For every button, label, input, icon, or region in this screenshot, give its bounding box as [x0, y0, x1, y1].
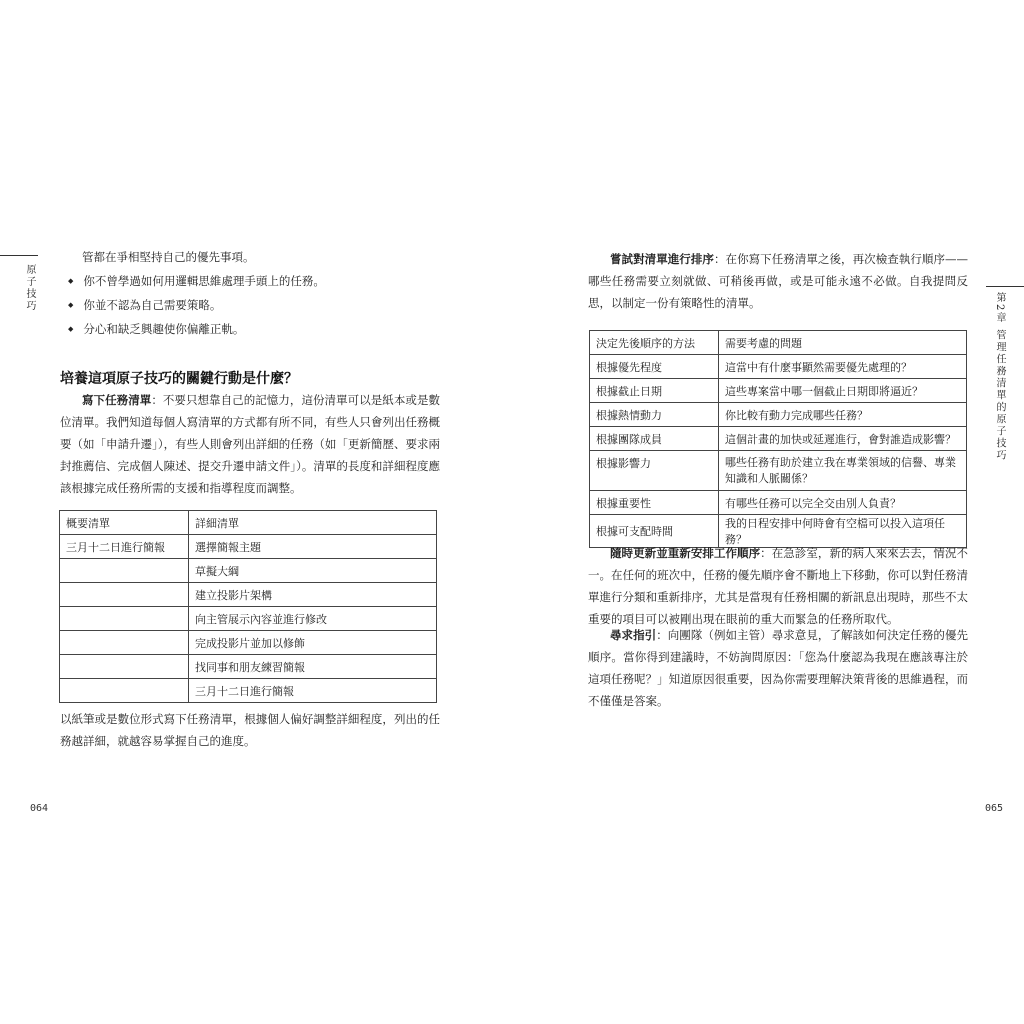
paragraph-text: ：在急診室，新的病人來來去去，情況不一。在任何的班次中，任務的優先順序會不斷地上下移動，你可以對任務清單進行分類和重新排序，尤其是當現有任務相關的新訊息出現時，那些不太重要的項目可以被剛出現在眼前的重大而緊急的任務所取代。: [588, 546, 969, 626]
bold-lead: 尋求指引: [610, 628, 657, 642]
table-row: [590, 355, 967, 379]
right-paragraph-1: [588, 248, 968, 314]
table-cell: 我的日程安排中何時會有空檔可以投入這項任務？: [719, 515, 967, 548]
right-side-rule: [986, 286, 1024, 287]
bullet-item: ◆ 分心和缺乏興趣使你偏離正軌。: [68, 318, 448, 342]
table-cell: [60, 655, 189, 679]
right-paragraph-3: [588, 624, 968, 712]
left-paragraph-2: 以紙筆或是數位形式寫下任務清單，根據個人偏好調整詳細程度，列出的任務越詳細，就越容易掌握自己的進度。: [60, 712, 440, 748]
table-header: 詳細清單: [189, 511, 437, 535]
table-row: [590, 451, 967, 491]
page-number-left: 064: [30, 803, 49, 814]
right-paragraph-2: [588, 542, 968, 630]
table-header: 需要考慮的問題: [719, 331, 967, 355]
table-row: [60, 535, 437, 559]
table-row: [590, 379, 967, 403]
right-side-label: 第2章 管理任務清單的原子技巧: [994, 292, 1005, 462]
table-cell: 找同事和朋友練習簡報: [189, 655, 437, 679]
table-cell: 這當中有什麼事顯然需要優先處理的？: [719, 355, 967, 379]
table-cell: 哪些任務有助於建立我在專業領域的信譽、專業知識和人脈關係？: [719, 451, 967, 491]
table-row: [590, 403, 967, 427]
table-cell: 向主管展示內容並進行修改: [189, 607, 437, 631]
paragraph-text: ：在你寫下任務清單之後，再次檢查執行順序——哪些任務需要立刻就做、可稍後再做，或是可能永遠不必做。自我提問反思，以制定一份有策略性的清單。: [588, 252, 969, 310]
section-heading: 培養這項原子技巧的關鍵行動是什麼？: [60, 371, 298, 387]
table-cell: 完成投影片並加以修飾: [189, 631, 437, 655]
table-cell: 建立投影片架構: [189, 583, 437, 607]
bold-lead: 嘗試對清單進行排序: [610, 252, 714, 266]
table-row: [60, 583, 437, 607]
bullet-intro: 管都在爭相堅持自己的優先事項。: [82, 250, 255, 264]
table-cell: 根據可支配時間: [590, 515, 719, 548]
table-cell: 有哪些任務可以完全交由別人負責？: [719, 491, 967, 515]
table-cell: 選擇簡報主題: [189, 535, 437, 559]
priority-methods-table: [589, 330, 967, 548]
table-row: [60, 559, 437, 583]
table-cell: 草擬大綱: [189, 559, 437, 583]
table-cell: 根據影響力: [590, 451, 719, 491]
table-cell: 三月十二日進行簡報: [189, 679, 437, 703]
left-paragraph-1: [60, 389, 440, 499]
table-cell: 根據團隊成員: [590, 427, 719, 451]
left-side-rule: [0, 255, 38, 256]
bullet-list: [68, 270, 448, 342]
table-cell: 三月十二日進行簡報: [60, 535, 189, 559]
bold-lead: 寫下任務清單: [82, 393, 152, 407]
table-row: [60, 607, 437, 631]
table-cell: 這個計畫的加快或延遲進行，會對誰造成影響？: [719, 427, 967, 451]
table-cell: 根據重要性: [590, 491, 719, 515]
bold-lead: 隨時更新並重新安排工作順序: [610, 546, 761, 560]
table-cell: 你比較有動力完成哪些任務？: [719, 403, 967, 427]
table-cell: 根據優先程度: [590, 355, 719, 379]
bullet-item: ◆ 你不曾學過如何用邏輯思維處理手頭上的任務。: [68, 270, 448, 294]
table-row: [60, 679, 437, 703]
table-row: [590, 427, 967, 451]
table-cell: [60, 583, 189, 607]
table-cell: 根據截止日期: [590, 379, 719, 403]
summary-vs-detail-table: [59, 510, 437, 703]
table-header: 概要清單: [60, 511, 189, 535]
table-header: 決定先後順序的方法: [590, 331, 719, 355]
bullet-item: ◆ 你並不認為自己需要策略。: [68, 294, 448, 318]
table-cell: [60, 679, 189, 703]
table-row: [60, 631, 437, 655]
table-row: [590, 491, 967, 515]
left-side-label: 原子技巧: [24, 264, 35, 312]
table-row: [60, 655, 437, 679]
page-number-right: 065: [985, 803, 1004, 814]
paragraph-text: ：不要只想靠自己的記憶力，這份清單可以是紙本或是數位清單。我們知道每個人寫清單的方式都有所不同，有些人只會列出任務概要（如「申請升遷」），有些人則會列出詳細的任務（如「更新簡歷、要求兩封推薦信、完成個人陳述、提交升遷申請文件」）。清單的長度和詳細程度應該根據完成任務所需的支援和指導程度而調整。: [60, 393, 441, 495]
table-cell: [60, 559, 189, 583]
table-cell: 這些專案當中哪一個截止日期即將逼近？: [719, 379, 967, 403]
table-cell: [60, 631, 189, 655]
paragraph-text: ：向團隊（例如主管）尋求意見，了解該如何決定任務的優先順序。當你得到建議時，不妨詢問原因：「您為什麼認為我現在應該專注於這項任務呢？」知道原因很重要，因為你需要理解決策背後的思維過程，而不僅僅是答案。: [588, 628, 968, 708]
table-cell: 根據熱情動力: [590, 403, 719, 427]
table-cell: [60, 607, 189, 631]
